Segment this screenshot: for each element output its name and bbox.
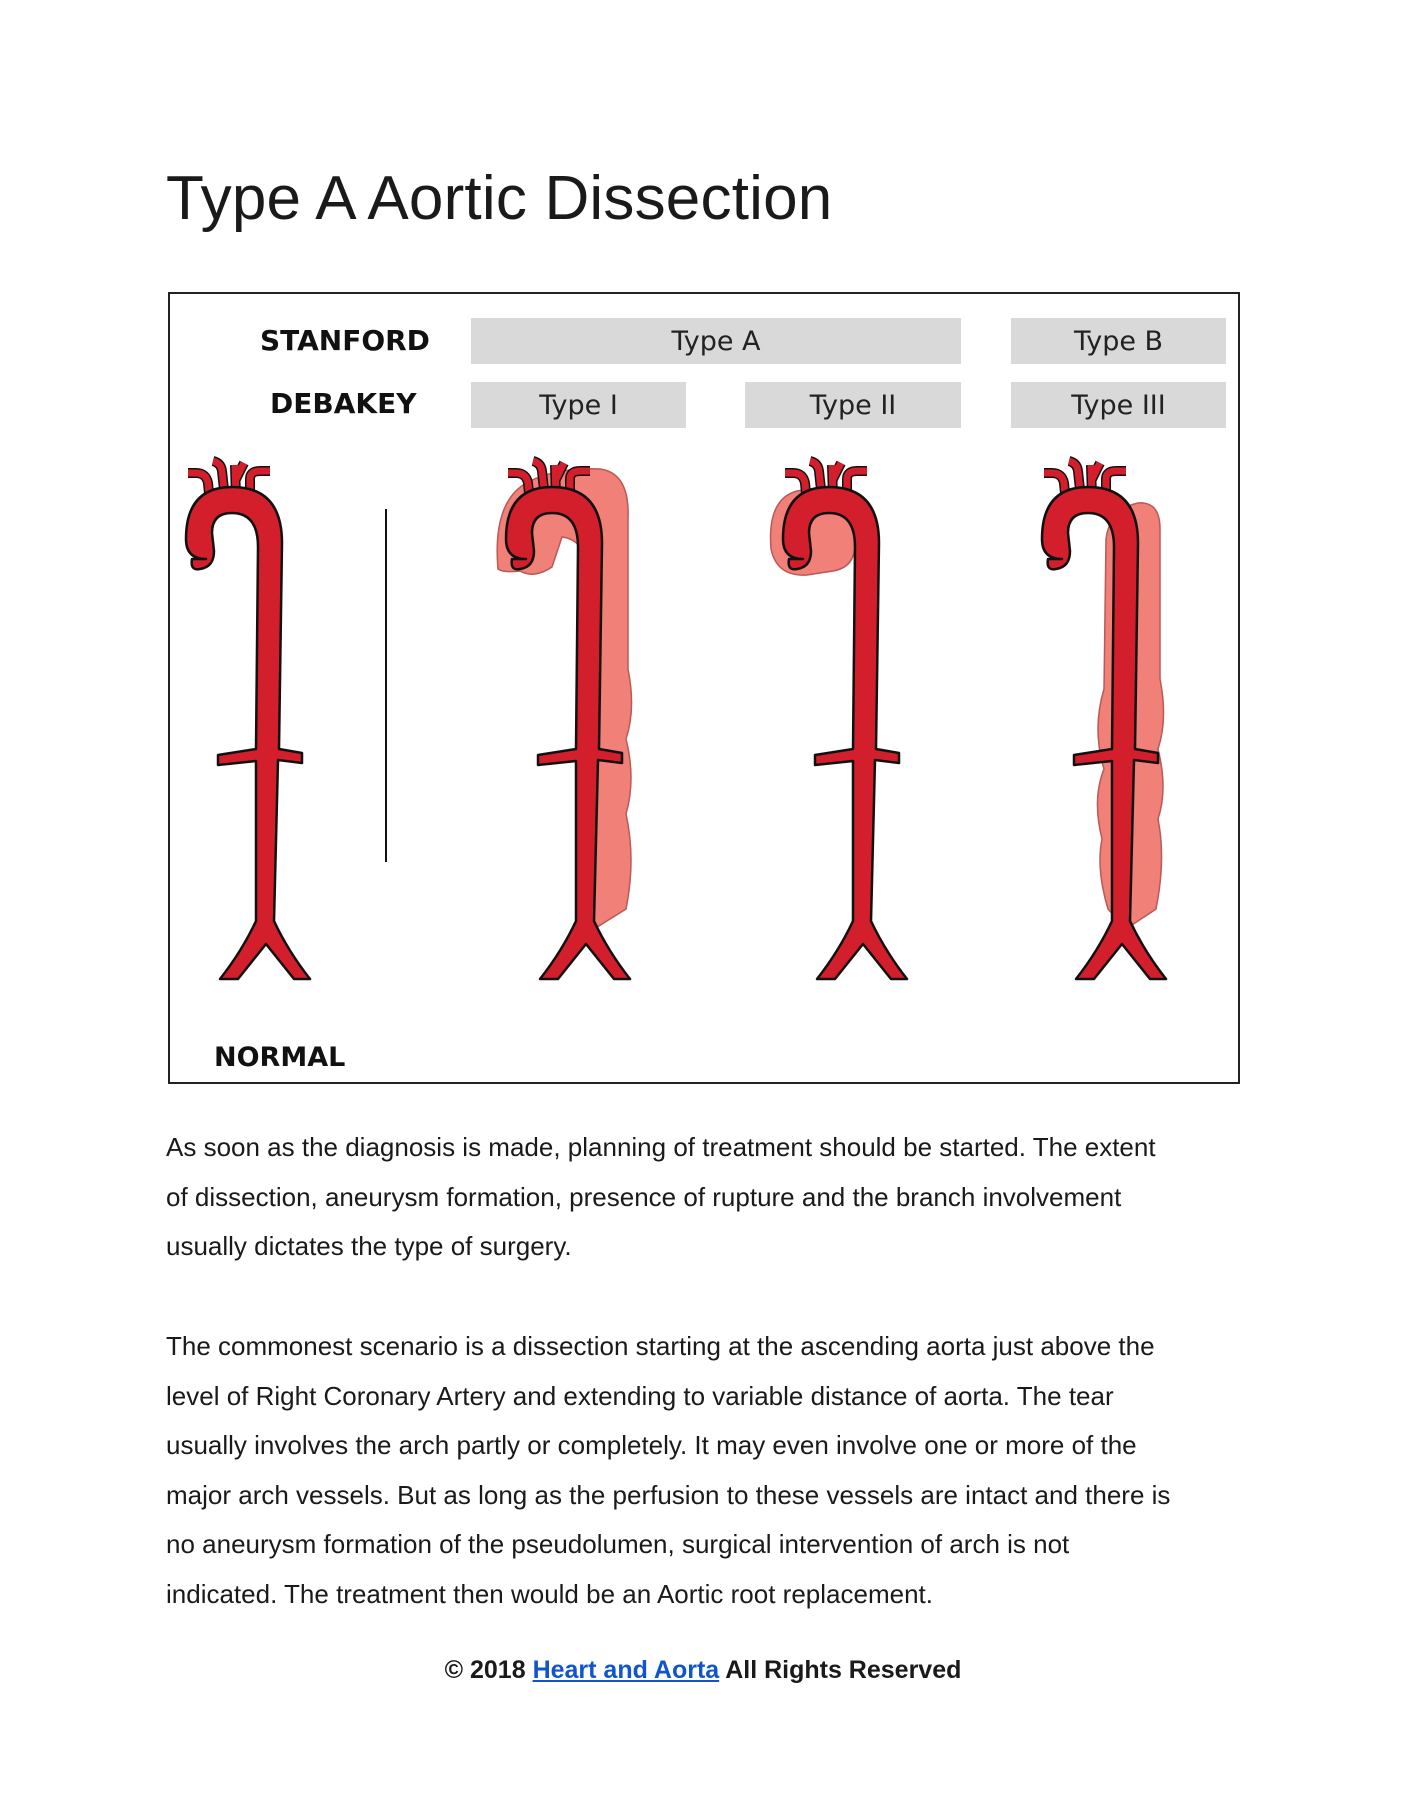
paragraph-line: As soon as the diagnosis is made, planning of treatment should be started. The extent [166,1132,1156,1162]
copyright-footer [0,1656,1406,1685]
paragraph-1 [166,1123,1246,1272]
debakey-type-ii-illustration [771,461,907,979]
dissection-classification-figure [168,292,1240,1084]
paragraph-line: major arch vessels. But as long as the perfusion to these vessels are intact and there is [166,1479,1171,1510]
debakey-type-iii-illustration [1042,461,1166,979]
stanford-row-label: STANFORD [260,324,430,357]
stanford-type-a-box: Type A [471,318,961,364]
debakey-type-ii-box: Type II [745,382,961,428]
stanford-type-b-box: Type B [1011,318,1226,364]
footer-suffix: All Rights Reserved [719,1656,962,1684]
normal-aorta-illustration [186,461,310,979]
paragraph-line: usually involves the arch partly or completely. It may even involve one or more of the [166,1430,1137,1461]
paragraph-line: usually dictates the type of surgery. [166,1231,572,1262]
debakey-type-i-illustration [497,461,631,979]
heart-and-aorta-link[interactable]: Heart and Aorta [532,1656,720,1684]
debakey-row-label: DEBAKEY [270,387,417,420]
debakey-type-i-box: Type I [471,382,686,428]
footer-prefix: © 2018 [444,1656,533,1684]
debakey-type-iii-box: Type III [1011,382,1226,428]
paragraph-line: of dissection, aneurysm formation, presence of rupture and the branch involvement [166,1181,1122,1212]
paragraph-line: no aneurysm formation of the pseudolumen, surgical intervention of arch is not [166,1529,1070,1560]
paragraph-line: The commonest scenario is a dissection starting at the ascending aorta just above the [166,1331,1155,1361]
page-title: Type A Aortic Dissection [166,164,833,233]
paragraph-2 [166,1322,1246,1620]
normal-label: NORMAL [214,1042,346,1073]
paragraph-line: indicated. The treatment then would be an Aortic root replacement. [166,1578,933,1609]
paragraph-line: level of Right Coronary Artery and extending to variable distance of aorta. The tear [166,1380,1114,1411]
